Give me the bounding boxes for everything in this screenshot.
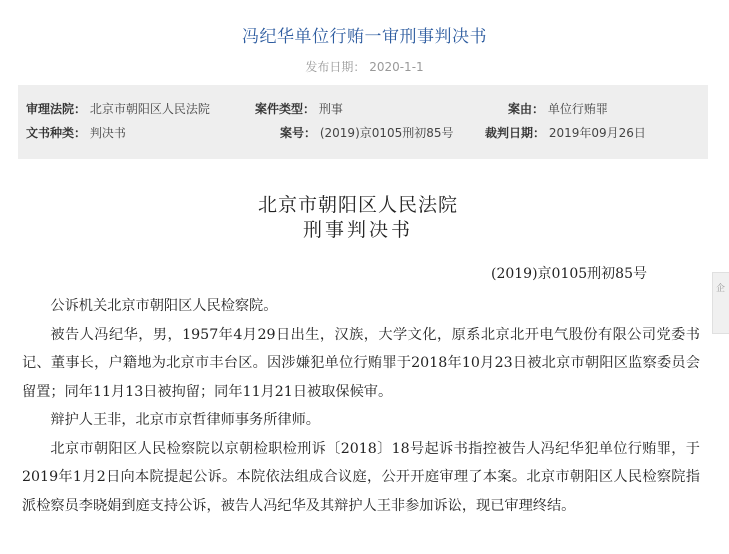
case-info-row bbox=[18, 98, 708, 120]
case-info-table bbox=[18, 85, 708, 159]
document-case-number: (2019)京0105刑初85号 bbox=[491, 266, 647, 282]
case-no-cell bbox=[280, 122, 454, 144]
cause-value: 单位行贿罪 bbox=[547, 102, 608, 116]
judgment-date-value: 2019年09月26日 bbox=[548, 126, 646, 140]
case-type-value: 刑事 bbox=[318, 102, 343, 116]
court-value: 北京市朝阳区人民法院 bbox=[89, 102, 210, 116]
case-no-value: (2019)京0105刑初85号 bbox=[319, 126, 454, 140]
doc-type-cell bbox=[26, 122, 126, 144]
cause-cell bbox=[508, 98, 608, 120]
body-paragraph: 辩护人王非，北京市京哲律师事务所律师。 bbox=[50, 412, 320, 428]
publish-date bbox=[0, 58, 729, 75]
publish-date-label: 发布日期： bbox=[305, 60, 366, 74]
side-floating-tab[interactable] bbox=[712, 272, 729, 334]
page-title: 冯纪华单位行贿一审刑事判决书 bbox=[242, 27, 487, 47]
side-tab-icon: 企 bbox=[716, 284, 726, 294]
court-label: 审理法院： bbox=[26, 102, 87, 116]
publish-date-value: 2020-1-1 bbox=[369, 60, 424, 74]
doc-type-value: 判决书 bbox=[89, 126, 126, 140]
body-paragraph: 公诉机关北京市朝阳区人民检察院。 bbox=[50, 298, 278, 314]
court-cell bbox=[26, 98, 210, 120]
judgment-date-label: 裁判日期： bbox=[485, 126, 546, 140]
court-heading: 北京市朝阳区人民法院 bbox=[257, 194, 458, 216]
case-type-label: 案件类型： bbox=[255, 102, 316, 116]
body-paragraph: 被告人冯纪华，男，1957年4月29日出生，汉族，大学文化，原系北京北开电气股份有限公司党委书记、董事长，户籍地为北京市丰台区。因涉嫌犯单位行贿罪于2018年10月23日被北京市朝阳区监察委员会留置；同年11月13日被拘留；同年11月21日被取保候审。 bbox=[22, 326, 700, 400]
case-no-label: 案号： bbox=[280, 126, 317, 140]
cause-label: 案由： bbox=[508, 102, 545, 116]
document-heading: 刑事判决书 bbox=[302, 219, 413, 241]
judgment-date-cell bbox=[485, 122, 646, 144]
case-info-row bbox=[18, 122, 708, 144]
document-body bbox=[22, 292, 700, 520]
body-paragraph: 北京市朝阳区人民检察院以京朝检职检刑诉〔2018〕18号起诉书指控被告人冯纪华犯单位行贿罪，于2019年1月2日向本院提起公诉。本院依法组成合议庭，公开开庭审理了本案。北京市朝阳区人民检察院指派检察员李晓娟到庭支持公诉，被告人冯纪华及其辩护人王非参加诉讼，现已审理终结。 bbox=[22, 440, 700, 514]
case-type-cell bbox=[255, 98, 343, 120]
doc-type-label: 文书种类： bbox=[26, 126, 87, 140]
